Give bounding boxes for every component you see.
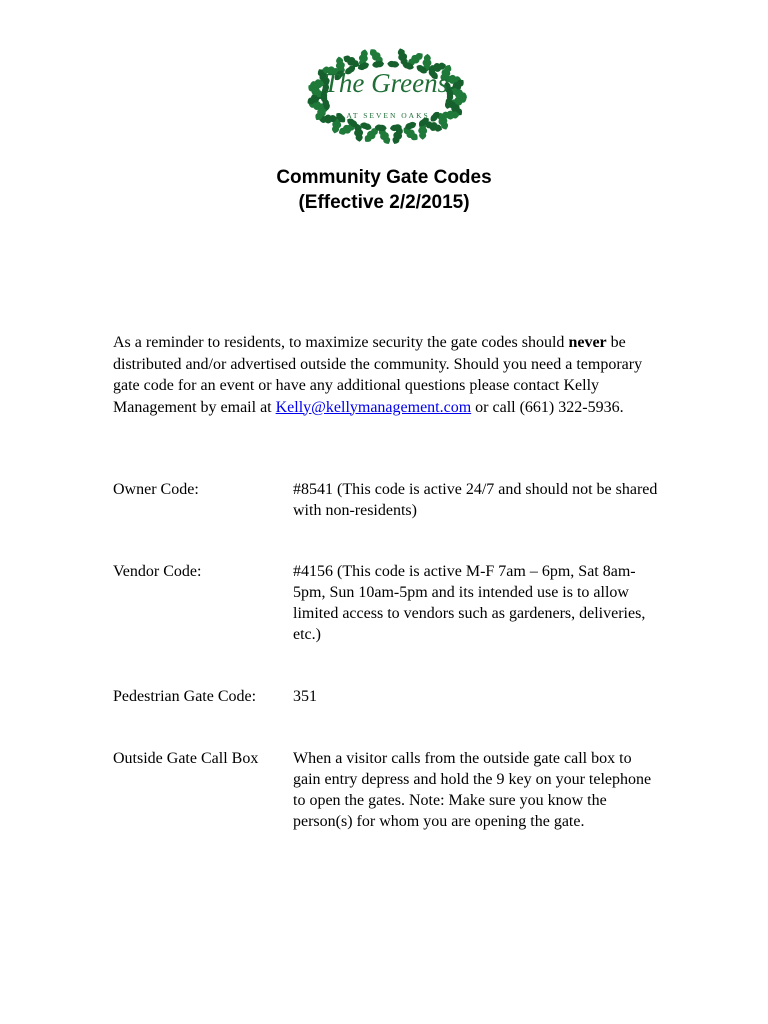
the-greens-logo: [302, 48, 472, 148]
logo-subtext: AT SEVEN OAKS: [346, 111, 430, 120]
title-line-1: Community Gate Codes: [276, 167, 492, 188]
call-box-value: When a visitor calls from the outside gate call box to gain entry depress and hold the 9 key on your telephone to open the gates. Note: Make sure you know the person(s) for whom you are opening the gate.: [293, 750, 652, 830]
oak-wreath-logo-graphic: [302, 48, 472, 148]
owner-code-label: Owner Code:: [113, 481, 199, 498]
intro-text-2: be distributed and/or advertised outside the community. Should you need a temporary gate code for an event or have any additional questions please contact Kelly Management by email at: [113, 334, 643, 416]
email-link[interactable]: Kelly@kellymanagement.com: [275, 398, 472, 416]
vendor-code-label: Vendor Code:: [113, 563, 202, 580]
logo-script-text: The Greens: [323, 68, 449, 98]
page-title: [0, 165, 768, 215]
pedestrian-code-label: Pedestrian Gate Code:: [113, 688, 257, 705]
pedestrian-code-value: 351: [293, 688, 317, 705]
title-line-2: (Effective 2/2/2015): [298, 192, 470, 213]
intro-text-1: As a reminder to residents, to maximize security the gate codes should: [113, 334, 569, 351]
owner-code-value: #8541 (This code is active 24/7 and should not be shared with non-residents): [293, 481, 658, 519]
oak-leaf-inner: [387, 60, 400, 68]
call-box-label: Outside Gate Call Box: [113, 750, 259, 767]
vendor-code-value: #4156 (This code is active M-F 7am – 6pm, Sat 8am-5pm, Sun 10am-5pm and its intended use is to allow limited access to vendors such as gardeners, deliveries, etc.): [293, 563, 646, 643]
intro-paragraph: [113, 332, 658, 418]
intro-emphasis: never: [568, 334, 607, 351]
intro-text-3: or call (661) 322-5936.: [471, 398, 624, 416]
